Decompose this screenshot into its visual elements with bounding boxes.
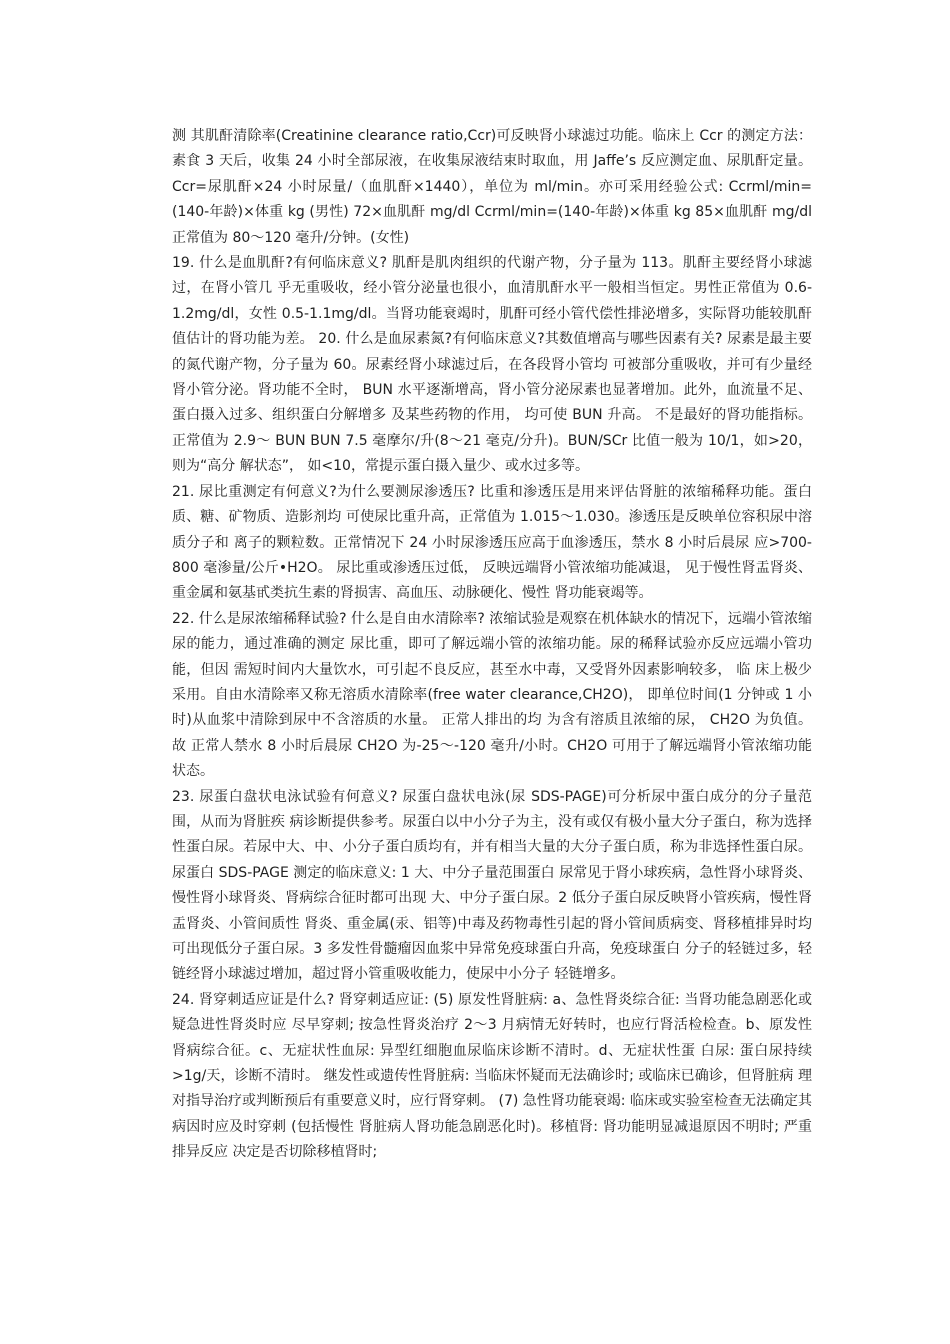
paragraph-q21: 21. 尿比重测定有何意义?为什么要测尿渗透压? 比重和渗透压是用来评估肾脏的浓缩稀释功能。蛋白质、糖、矿物质、造影剂均 可使尿比重升高，正常值为 1.015～1.030。渗透压是反映单位容积尿中溶质分子和 离子的颗粒数。正常情况下 24 小时尿渗透压应高于血渗透压，禁水 8 小时后晨尿 应>700-800 毫渗量/公斤•H2O。 尿比重或渗透压过低， 反映远端肾小管浓缩功能减退， 见于慢性肾盂肾炎、重金属和氨基甙类抗生素的肾损害、高血压、动脉硬化、慢性 肾功能衰竭等。	[172, 483, 812, 602]
paragraph-q19-q20: 19. 什么是血肌酐?有何临床意义? 肌酐是肌肉组织的代谢产物，分子量为 113。肌酐主要经肾小球滤过，在肾小管几 乎无重吸收，经小管分泌量也很小，血清肌酐水平一般相当恒定。男性正常值为 0.6-1.2mg/dl，女性 0.5-1.1mg/dl。当肾功能衰竭时，肌酐可经小管代偿性排泌增多，实际肾功能较肌酐值估计的肾功能为差。 20. 什么是血尿素氮?有何临床意义?其数值增高与哪些因素有关? 尿素是最主要的氮代谢产物，分子量为 60。尿素经肾小球滤过后，在各段肾小管均 可被部分重吸收，并可有少量经肾小管分泌。肾功能不全时， BUN 水平逐渐增高，肾小管分泌尿素也显著增加。此外，血流量不足、蛋白摄入过多、组织蛋白分解增多 及某些药物的作用， 均可使 BUN 升高。 不是最好的肾功能指标。 正常值为 2.9～ BUN BUN 7.5 毫摩尔/升(8～21 毫克/分升)。BUN/SCr 比值一般为 10/1，如>20，则为“高分 解状态”， 如<10，常提示蛋白摄入量少、或水过多等。	[172, 255, 812, 475]
document-page	[172, 124, 812, 1166]
paragraph-q22: 22. 什么是尿浓缩稀释试验? 什么是自由水清除率? 浓缩试验是观察在机体缺水的情况下，远端小管浓缩尿的能力，通过准确的测定 尿比重，即可了解远端小管的浓缩功能。尿的稀释试验亦反应远端小管功能，但因 需短时间内大量饮水，可引起不良反应，甚至水中毒，又受肾外因素影响较多， 临 床上极少采用。自由水清除率又称无溶质水清除率(free water clearance,CH2O)， 即单位时间(1 分钟或 1 小时)从血浆中清除到尿中不含溶质的水量。 正常人排出的均 为含有溶质且浓缩的尿， CH2O 为负值。 故 正常人禁水 8 小时后晨尿 CH2O 为-25～-120 毫升/小时。CH2O 可用于了解远端肾小管浓缩功能状态。	[172, 610, 812, 780]
paragraph-q23: 23. 尿蛋白盘状电泳试验有何意义? 尿蛋白盘状电泳(尿 SDS-PAGE)可分析尿中蛋白成分的分子量范围，从而为肾脏疾 病诊断提供参考。尿蛋白以中小分子为主，没有或仅有极小量大分子蛋白，称为选择性蛋白尿。若尿中大、中、小分子蛋白质均有，并有相当大量的大分子蛋白质，称为非选择性蛋白尿。尿蛋白 SDS-PAGE 测定的临床意义: 1 大、中分子量范围蛋白 尿常见于肾小球疾病，急性肾小球肾炎、慢性肾小球肾炎、肾病综合征时都可出现 大、中分子蛋白尿。2 低分子蛋白尿反映肾小管疾病，慢性肾盂肾炎、小管间质性 肾炎、重金属(汞、铝等)中毒及药物毒性引起的肾小管间质病变、肾移植排异时均 可出现低分子蛋白尿。3 多发性骨髓瘤因血浆中异常免疫球蛋白升高，免疫球蛋白 分子的轻链过多，轻链经肾小球滤过增加，超过肾小管重吸收能力，使尿中小分子 轻链增多。	[172, 788, 812, 983]
paragraph-q24: 24. 肾穿刺适应证是什么? 肾穿刺适应证: (5) 原发性肾脏病: a、急性肾炎综合征: 当肾功能急剧恶化或疑急进性肾炎时应 尽早穿刺; 按急性肾炎治疗 2～3 月病情无好转时，也应行肾活检检查。b、原发性 肾病综合征。c、无症状性血尿: 异型红细胞血尿临床诊断不清时。d、无症状性蛋 白尿: 蛋白尿持续>1g/天，诊断不清时。 继发性或遗传性肾脏病: 当临床怀疑而无法确诊时; 或临床已确诊，但肾脏病 理对指导治疗或判断预后有重要意义时，应行肾穿刺。 (7) 急性肾功能衰竭: 临床或实验室检查无法确定其病因时应及时穿刺 (包括慢性 肾脏病人肾功能急剧恶化时)。移植肾: 肾功能明显减退原因不明时; 严重排异反应 决定是否切除移植肾时;	[172, 991, 812, 1161]
paragraph-creatinine-clearance: 测 其肌酐清除率(Creatinine clearance ratio,Ccr)可反映肾小球滤过功能。临床上 Ccr 的测定方法：素食 3 天后，收集 24 小时全部尿液，在收集尿液结束时取血，用 Jaffe’s 反应测定血、尿肌酐定量。Ccr=尿肌酐×24 小时尿量/（血肌酐×1440），单位为 ml/min。亦可采用经验公式: Ccrml/min=(140-年龄)×体重 kg (男性) 72×血肌酐 mg/dl Ccrml/min=(140-年龄)×体重 kg 85×血肌酐 mg/dl 正常值为 80～120 毫升/分钟。(女性)	[172, 128, 812, 246]
